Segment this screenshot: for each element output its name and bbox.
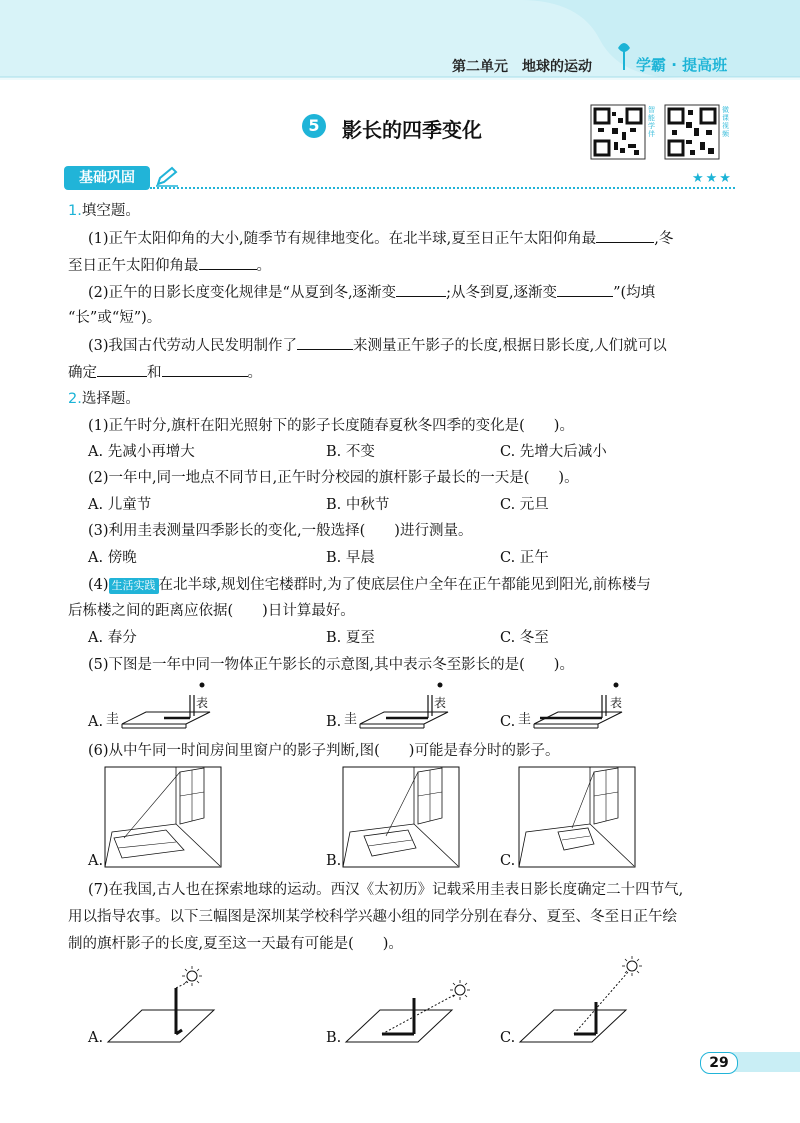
q1-p1-text-c: 至日正午太阳仰角最	[68, 258, 199, 274]
q1-number: 1.	[68, 203, 82, 219]
brand-logo-text: 学霸 · 提高班	[636, 56, 728, 74]
gnomon-figure-c	[532, 680, 632, 730]
q1-p2-text-b: ;从冬到夏,逐渐变	[446, 285, 558, 301]
q1-p1-text-a: (1)正午太阳仰角的大小,随季节有规律地变化。在北半球,夏至日正午太阳仰角最	[88, 231, 597, 247]
q1-part3-line2	[68, 362, 262, 383]
gnomon-figure-a	[120, 680, 220, 730]
sun-icon	[182, 966, 202, 986]
q1-part2-line1	[88, 282, 655, 303]
answer-blank[interactable]	[596, 228, 654, 243]
pencil-icon	[154, 166, 180, 188]
q2-sub6: (6)从中午同一时间房间里窗户的影子判断,图( )可能是春分时的影子。	[88, 743, 560, 759]
biao-label-b: 表	[434, 696, 447, 710]
window-shadow-figure-a	[104, 766, 222, 868]
q2-sub6-label-b[interactable]: B.	[326, 853, 342, 869]
q2-sub2-option-c[interactable]: C. 元旦	[500, 497, 549, 513]
q1-part1-line1	[88, 228, 673, 249]
q1-p3-text-d: 和	[147, 365, 162, 381]
q2-sub2-option-a[interactable]: A. 儿童节	[88, 497, 152, 513]
difficulty-stars: ★★★	[692, 171, 733, 186]
q2-sub1-option-c[interactable]: C. 先增大后减小	[500, 444, 607, 460]
section-title: 基础巩固	[64, 166, 150, 190]
q2-sub2: (2)一年中,同一地点不同节日,正午时分校园的旗杆影子最长的一天是( )。	[88, 470, 579, 486]
q1-p1-text-b: ,冬	[654, 231, 674, 247]
q2-sub7-line1: (7)在我国,古人也在探索地球的运动。西汉《太初历》记载采用圭表日影长度确定二十四节气,	[88, 882, 684, 898]
q2-head-text: 选择题。	[81, 391, 140, 407]
q2-sub4-option-a[interactable]: A. 春分	[88, 630, 137, 646]
answer-blank[interactable]	[162, 362, 248, 377]
answer-blank[interactable]	[97, 362, 147, 377]
q1-p3-text-e: 。	[247, 365, 262, 381]
q2-sub1-option-a[interactable]: A. 先减小再增大	[88, 444, 195, 460]
qr-label-2: 微课视频	[722, 106, 729, 138]
q2-sub5: (5)下图是一年中同一物体正午影长的示意图,其中表示冬至影长的是( )。	[88, 657, 574, 673]
lesson-title: 影长的四季变化	[342, 118, 482, 142]
q2-heading	[68, 389, 140, 409]
q1-p1-text-d: 。	[256, 258, 271, 274]
flagpole-figure-c	[516, 952, 646, 1050]
qr-code-1[interactable]	[590, 104, 646, 164]
answer-blank[interactable]	[557, 282, 613, 297]
gui-label-c: 圭	[518, 712, 532, 727]
q2-sub7-line3: 制的旗杆影子的长度,夏至这一天最有可能是( )。	[68, 936, 403, 952]
section-divider	[150, 187, 735, 189]
qr-code-icon	[590, 104, 646, 160]
q2-sub7-label-a[interactable]: A.	[88, 1030, 104, 1046]
q2-sub4-line1	[88, 575, 651, 595]
q1-p2-text-a: (2)正午的日影长度变化规律是“从夏到冬,逐渐变	[88, 285, 397, 301]
gui-label-b: 圭	[344, 712, 358, 727]
lesson-number: 5	[302, 114, 326, 138]
q2-sub3-option-c[interactable]: C. 正午	[500, 550, 549, 566]
q2-sub4-option-c[interactable]: C. 冬至	[500, 630, 549, 646]
gnomon-figure-b	[358, 680, 458, 730]
flagpole-figure-a	[104, 960, 224, 1050]
q2-sub3: (3)利用圭表测量四季影长的变化,一般选择( )进行测量。	[88, 523, 473, 539]
q1-heading	[68, 201, 140, 221]
footer-band	[730, 1052, 800, 1072]
q2-sub3-option-a[interactable]: A. 傍晚	[88, 550, 137, 566]
q2-sub5-label-b[interactable]: B.	[326, 714, 342, 730]
q2-sub6-label-c[interactable]: C.	[500, 853, 516, 869]
q2-sub5-label-a[interactable]: A.	[88, 714, 104, 730]
q2-sub7-line2: 用以指导农事。以下三幅图是深圳某学校科学兴趣小组的同学分别在春分、夏至、冬至日正午绘	[68, 909, 677, 925]
q2-sub3-option-b[interactable]: B. 早晨	[326, 550, 375, 566]
q2-sub7-label-b[interactable]: B.	[326, 1030, 342, 1046]
q1-p3-text-b: 来测量正午影子的长度,根据日影长度,人们就可以	[353, 338, 667, 354]
unit-title: 第二单元 地球的运动	[452, 59, 592, 75]
qr-label-1: 智能学伴	[648, 106, 655, 138]
gui-label-a: 圭	[106, 712, 120, 727]
q2-sub4-line2: 后栋楼之间的距离应依据( )日计算最好。	[68, 603, 355, 619]
q2-sub5-label-c[interactable]: C.	[500, 714, 516, 730]
q1-part2-line2: “长”或“短”)。	[68, 310, 162, 326]
q2-sub1-option-b[interactable]: B. 不变	[326, 444, 375, 460]
qr-code-icon	[664, 104, 720, 160]
q1-p3-text-c: 确定	[68, 365, 97, 381]
life-practice-tag: 生活实践	[109, 578, 159, 594]
qr-code-2[interactable]	[664, 104, 720, 164]
answer-blank[interactable]	[396, 282, 446, 297]
page-number: 29	[700, 1052, 738, 1074]
q1-p2-text-c: ”(均填	[613, 285, 656, 301]
q2-sub7-label-c[interactable]: C.	[500, 1030, 516, 1046]
q2-sub4-option-b[interactable]: B. 夏至	[326, 630, 375, 646]
q1-part1-line2	[68, 255, 271, 276]
window-shadow-figure-b	[342, 766, 460, 868]
sun-icon	[450, 980, 470, 1000]
sun-icon	[622, 956, 642, 976]
q1-part3-line1	[88, 335, 667, 356]
answer-blank[interactable]	[199, 255, 257, 270]
q2-number: 2.	[68, 391, 82, 407]
answer-blank[interactable]	[297, 335, 353, 350]
q1-p3-text-a: (3)我国古代劳动人民发明制作了	[88, 338, 298, 354]
q2-sub4-text-a: 在北半球,规划住宅楼群时,为了使底层住户全年在正午都能见到阳光,前栋楼与	[158, 577, 651, 593]
q2-sub4-prefix: (4)	[88, 577, 109, 593]
window-shadow-figure-c	[518, 766, 636, 868]
q1-head-text: 填空题。	[81, 203, 140, 219]
q2-sub1: (1)正午时分,旗杆在阳光照射下的影子长度随春夏秋冬四季的变化是( )。	[88, 418, 574, 434]
flagpole-figure-b	[342, 960, 482, 1050]
biao-label-a: 表	[196, 696, 209, 710]
q2-sub6-label-a[interactable]: A.	[88, 853, 104, 869]
biao-label-c: 表	[610, 696, 623, 710]
q2-sub2-option-b[interactable]: B. 中秋节	[326, 497, 390, 513]
